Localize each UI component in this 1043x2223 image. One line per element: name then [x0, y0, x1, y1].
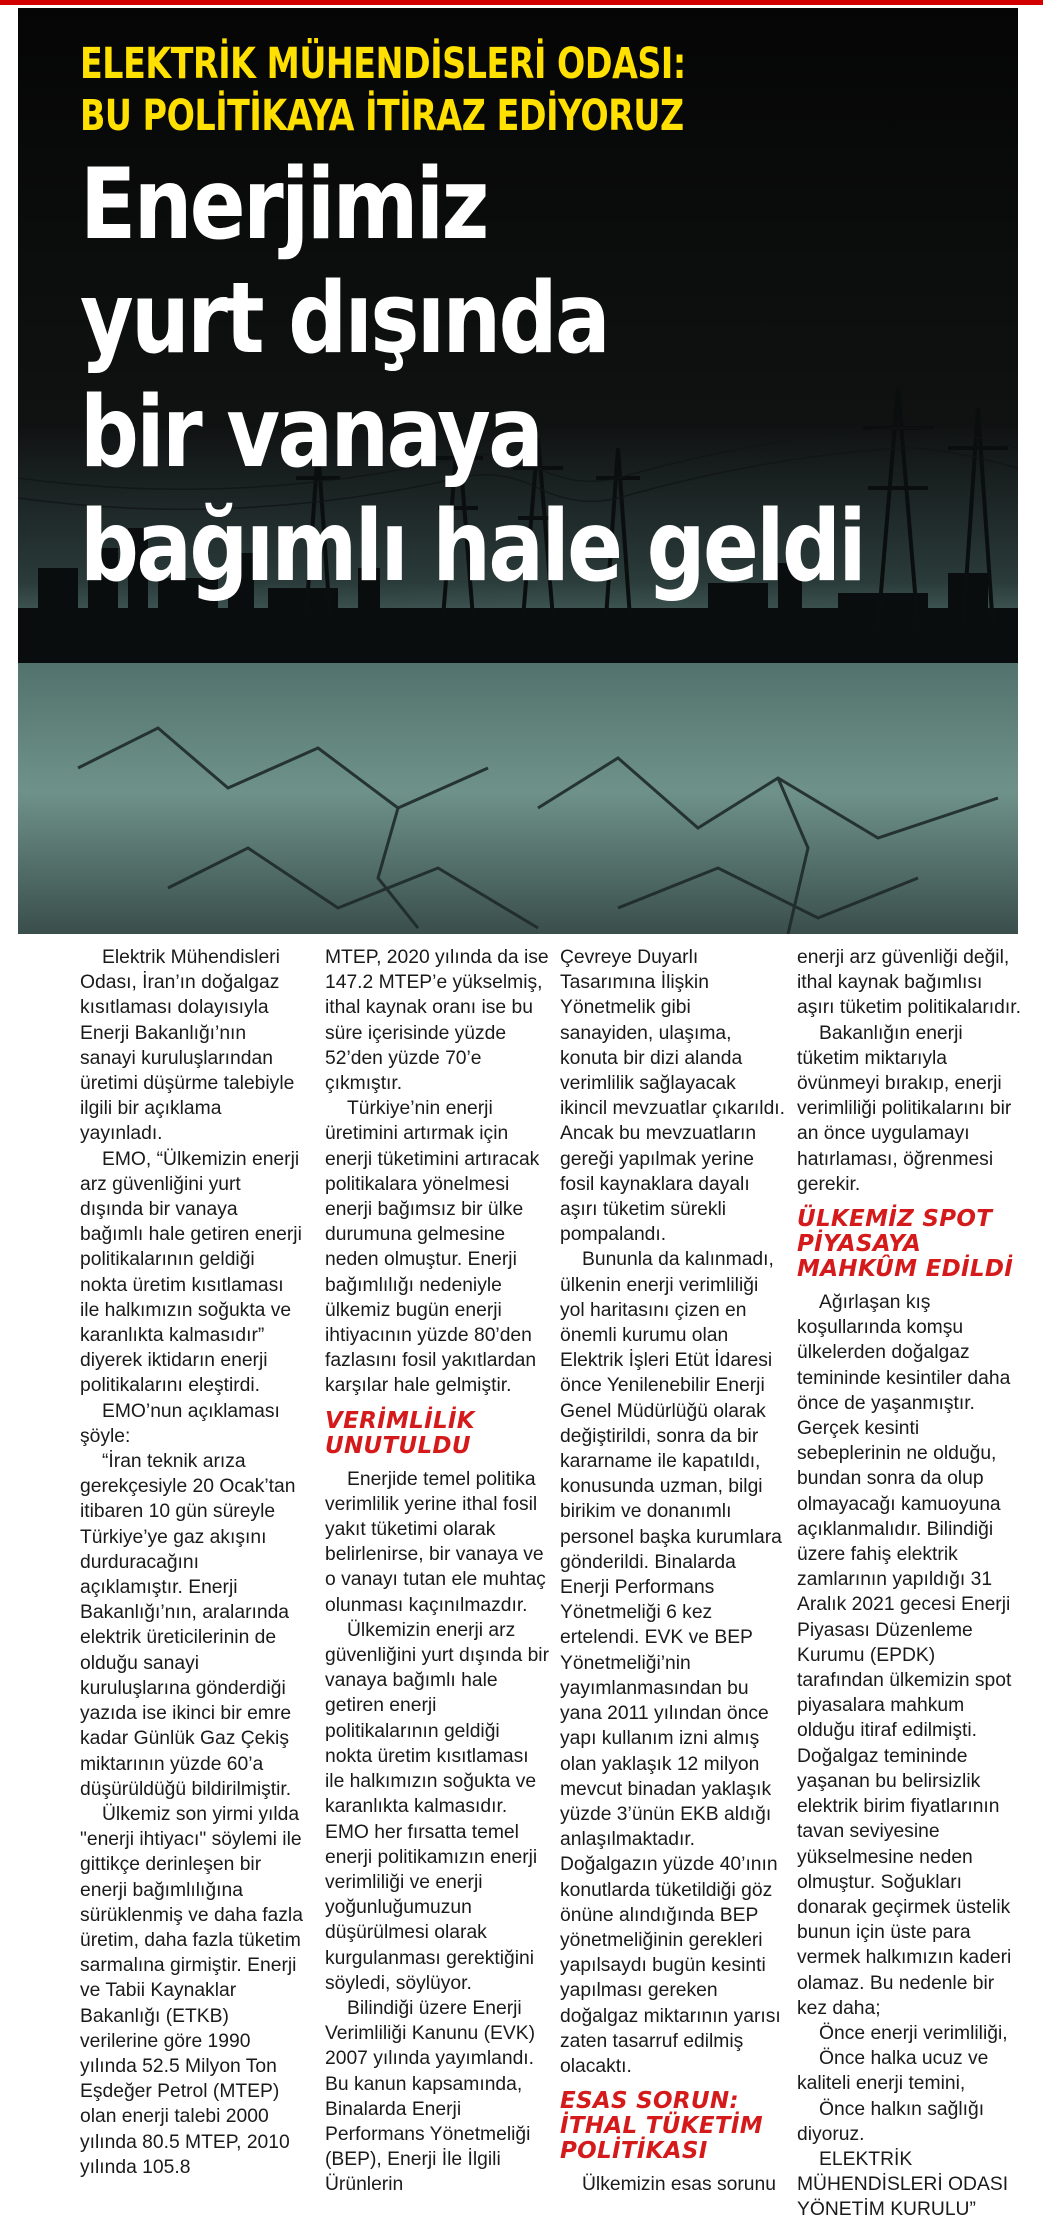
article-paragraph: Ülkemizin enerji arz güvenliğini yurt dışında bir vanaya bağımlı hale getiren enerji politikalarının geldiği nokta üretim kısıtlaması ile halkımızın soğukta ve karanlıkta kalmasıdır. EMO her fırsatta temel enerji politikamızın enerji verimliliği ve enerji yoğunluğumuzun düşürülmesi olarak kurgulanması gerektiğini söyledi, söylüyor. [325, 1619, 550, 1994]
section-subheading: ESAS SORUN: İTHAL TÜKETİM POLİTİKASI [560, 2088, 763, 2165]
article-paragraph: Önce halka ucuz ve kaliteli enerji temini, [797, 2048, 989, 2095]
hero-image [18, 8, 1018, 934]
kicker [80, 38, 686, 142]
article-paragraph: ELEKTRİK MÜHENDİSLERİ ODASI YÖNETİM KURULU” [797, 2148, 1009, 2221]
article-paragraph: EMO’nun açıklaması şöyle: [80, 1400, 280, 1447]
article-paragraph: Bilindiği üzere Enerji Verimliliği Kanunu (EVK) 2007 yılında yayımlandı. Bu kanun kapsamında, Binalarda Enerji Performans Yönetmeliği (BEP), Enerji İle İlgili Ürünlerin [325, 1997, 536, 2196]
headline-line: bir vanaya [80, 376, 542, 490]
article-paragraph: Elektrik Mühendisleri Odası, İran’ın doğalgaz kısıtlaması dolayısıyla Enerji Bakanlığı’nın sanayi kuruluşlarından üretimi düşürme talebiyle ilgili bir açıklama yayınladı. [80, 947, 295, 1145]
headline-line: Enerjimiz [80, 148, 487, 262]
article-paragraph: Ülkemizin esas sorunu [582, 2174, 776, 2196]
article-body [0, 945, 1043, 2221]
section-subheading: VERİMLİLİK UNUTULDU [325, 1407, 475, 1459]
kicker-line: ELEKTRİK MÜHENDİSLERİ ODASI: [80, 39, 686, 89]
column-2 [325, 945, 550, 2198]
column-3 [560, 945, 785, 2197]
article-paragraph: Ülkemiz son yirmi yılda "enerji ihtiyacı" söylemi ile gittikçe derinleşen bir enerji bağımlılığına sürüklenmiş ve daha fazla üretim, daha fazla tüketim sarmalına girmiştir. Enerji ve Tabii Kaynaklar Bakanlığı (ETKB) verilerine göre 1990 yılında 52.5 Milyon Ton Eşdeğer Petrol (MTEP) olan enerji talebi 2000 yılında 80.5 MTEP, 2010 yılında 105.8 [80, 1803, 303, 2178]
headline-line: bağımlı hale geldi [80, 490, 865, 604]
column-4 [797, 945, 1022, 2223]
top-red-bar [0, 0, 1043, 5]
column-1 [80, 945, 305, 2180]
headline-line: yurt dışında [80, 262, 609, 376]
article-paragraph: Enerjide temel politika verimlilik yerine ithal fosil yakıt tüketimi olarak belirlenirse, bir vanaya ve o vanayı tutan ele muhtaç olunması kaçınılmazdır. [325, 1468, 546, 1616]
headline [80, 148, 864, 604]
article-paragraph: MTEP, 2020 yılında da ise 147.2 MTEP’e yükselmiş, ithal kaynak oranı ise bu süre içerisinde yüzde 52’den yüzde 70’e çıkmıştır. [325, 947, 549, 1095]
article-paragraph: Önce enerji verimliliği, [819, 2022, 1008, 2044]
article-paragraph: “İran teknik arıza gerekçesiyle 20 Ocak’tan itibaren 10 gün süreyle Türkiye’ye gaz akışını durduracağını açıklamıştır. Enerji Bakanlığı’nın, aralarında elektrik üreticilerinin de olduğu sanayi kuruluşlarına gönderdiği yazıda ise ikinci bir emre kadar Günlük Gaz Çekiş miktarının yüzde 60’a düşürüldüğü bildirilmiştir. [80, 1451, 296, 1800]
article-paragraph: enerji arz güvenliği değil, ithal kaynak bağımlısı aşırı tüketim politikalarıdır. [797, 947, 1021, 1019]
article-paragraph: Ağırlaşan kış koşullarında komşu ülkelerden doğalgaz temininde kesintiler daha önce de yaşanmıştır. Gerçek kesinti sebeplerinin ne olduğu, bundan sonra da olup olmayacağı kamuoyuna açıklanmalıdır. Bilindiği üzere fahiş elektrik zamlarının yapıldığı 31 Aralık 2021 gecesi Enerji Piyasası Düzenleme Kurumu (EPDK) tarafından ülkemizin spot piyasalara mahkum olduğu itiraf edilmişti. Doğalgaz temininde yaşanan bu belirsizlik elektrik birim fiyatlarının tavan seviyesine yükselmesine neden olmuştur. Soğukları donarak geçirmek üstelik bunun için üste para vermek halkımızın kaderi olamaz. Bu nedenle bir kez daha; [797, 1292, 1012, 2019]
article-paragraph: Türkiye’nin enerji üretimini artırmak için enerji tüketimini artıracak politikalara yönelmesi enerji bağımsız bir ülke durumuna gelmesine neden olmuştur. Enerji bağımlılığı nedeniyle ülkemiz bugün enerji ihtiyacının yüzde 80’den fazlasını fosil yakıtlardan karşılar hale gelmiştir. [325, 1098, 540, 1397]
article-paragraph: EMO, “Ülkemizin enerji arz güvenliğini yurt dışında bir vanaya bağımlı hale getiren enerji politikalarının geldiği nokta üretim kısıtlaması ile halkımızın soğukta ve karanlıkta kalmasıdır” diyerek iktidarın enerji politikalarını eleştirdi. [80, 1148, 302, 1397]
article-paragraph: Çevreye Duyarlı Tasarımına İlişkin Yönetmelik gibi sanayiden, ulaşıma, konuta bir dizi alanda verimlilik sağlayacak ikincil mevzuatlar çıkarıldı. Ancak bu mevzuatların gereği yapılmak yerine fosil kaynaklara dayalı aşırı tüketim sürekli pompalandı. [560, 947, 786, 1246]
article-paragraph: Bununla da kalınmadı, ülkenin enerji verimliliği yol haritasını çizen en önemli kurumu olan Elektrik İşleri Etüt İdaresi önce Yenilenebilir Enerji Genel Müdürlüğü olarak değiştirildi, sonra da bir kararname ile kapatıldı, konusunda uzman, bilgi birikim ve donanımlı personel başka kurumlara gönderildi. Binalarda Enerji Performans Yönetmeliği 6 kez ertelendi. EVK ve BEP Yönetmeliği’nin yayımlanmasından bu yana 2011 yılından önce yapı kullanım izni almış olan yaklaşık 12 milyon mevcut binadan yaklaşık yüzde 3’ünün EKB aldığı anlaşılmaktadır. Doğalgazın yüzde 40’ının konutlarda tüketildiği göz önüne alındığında BEP yönetmeliğinin gerekleri yapılsaydı bugün kesinti yapılması gereken doğalgaz miktarının yarısı zaten tasarruf edilmiş olacaktı. [560, 1249, 782, 2077]
article-paragraph: Bakanlığın enerji tüketim miktarıyla övünmeyi bırakıp, enerji verimliliği politikalarını bir an önce uygulamayı hatırlaması, öğrenmesi gerekir. [797, 1022, 1012, 1195]
article-paragraph: Önce halkın sağlığı diyoruz. [797, 2098, 985, 2145]
section-subheading: ÜLKEMİZ SPOT PİYASAYA MAHKÛM EDİLDİ [797, 1206, 1014, 1283]
kicker-line: BU POLİTİKAYA İTİRAZ EDİYORUZ [80, 91, 684, 141]
